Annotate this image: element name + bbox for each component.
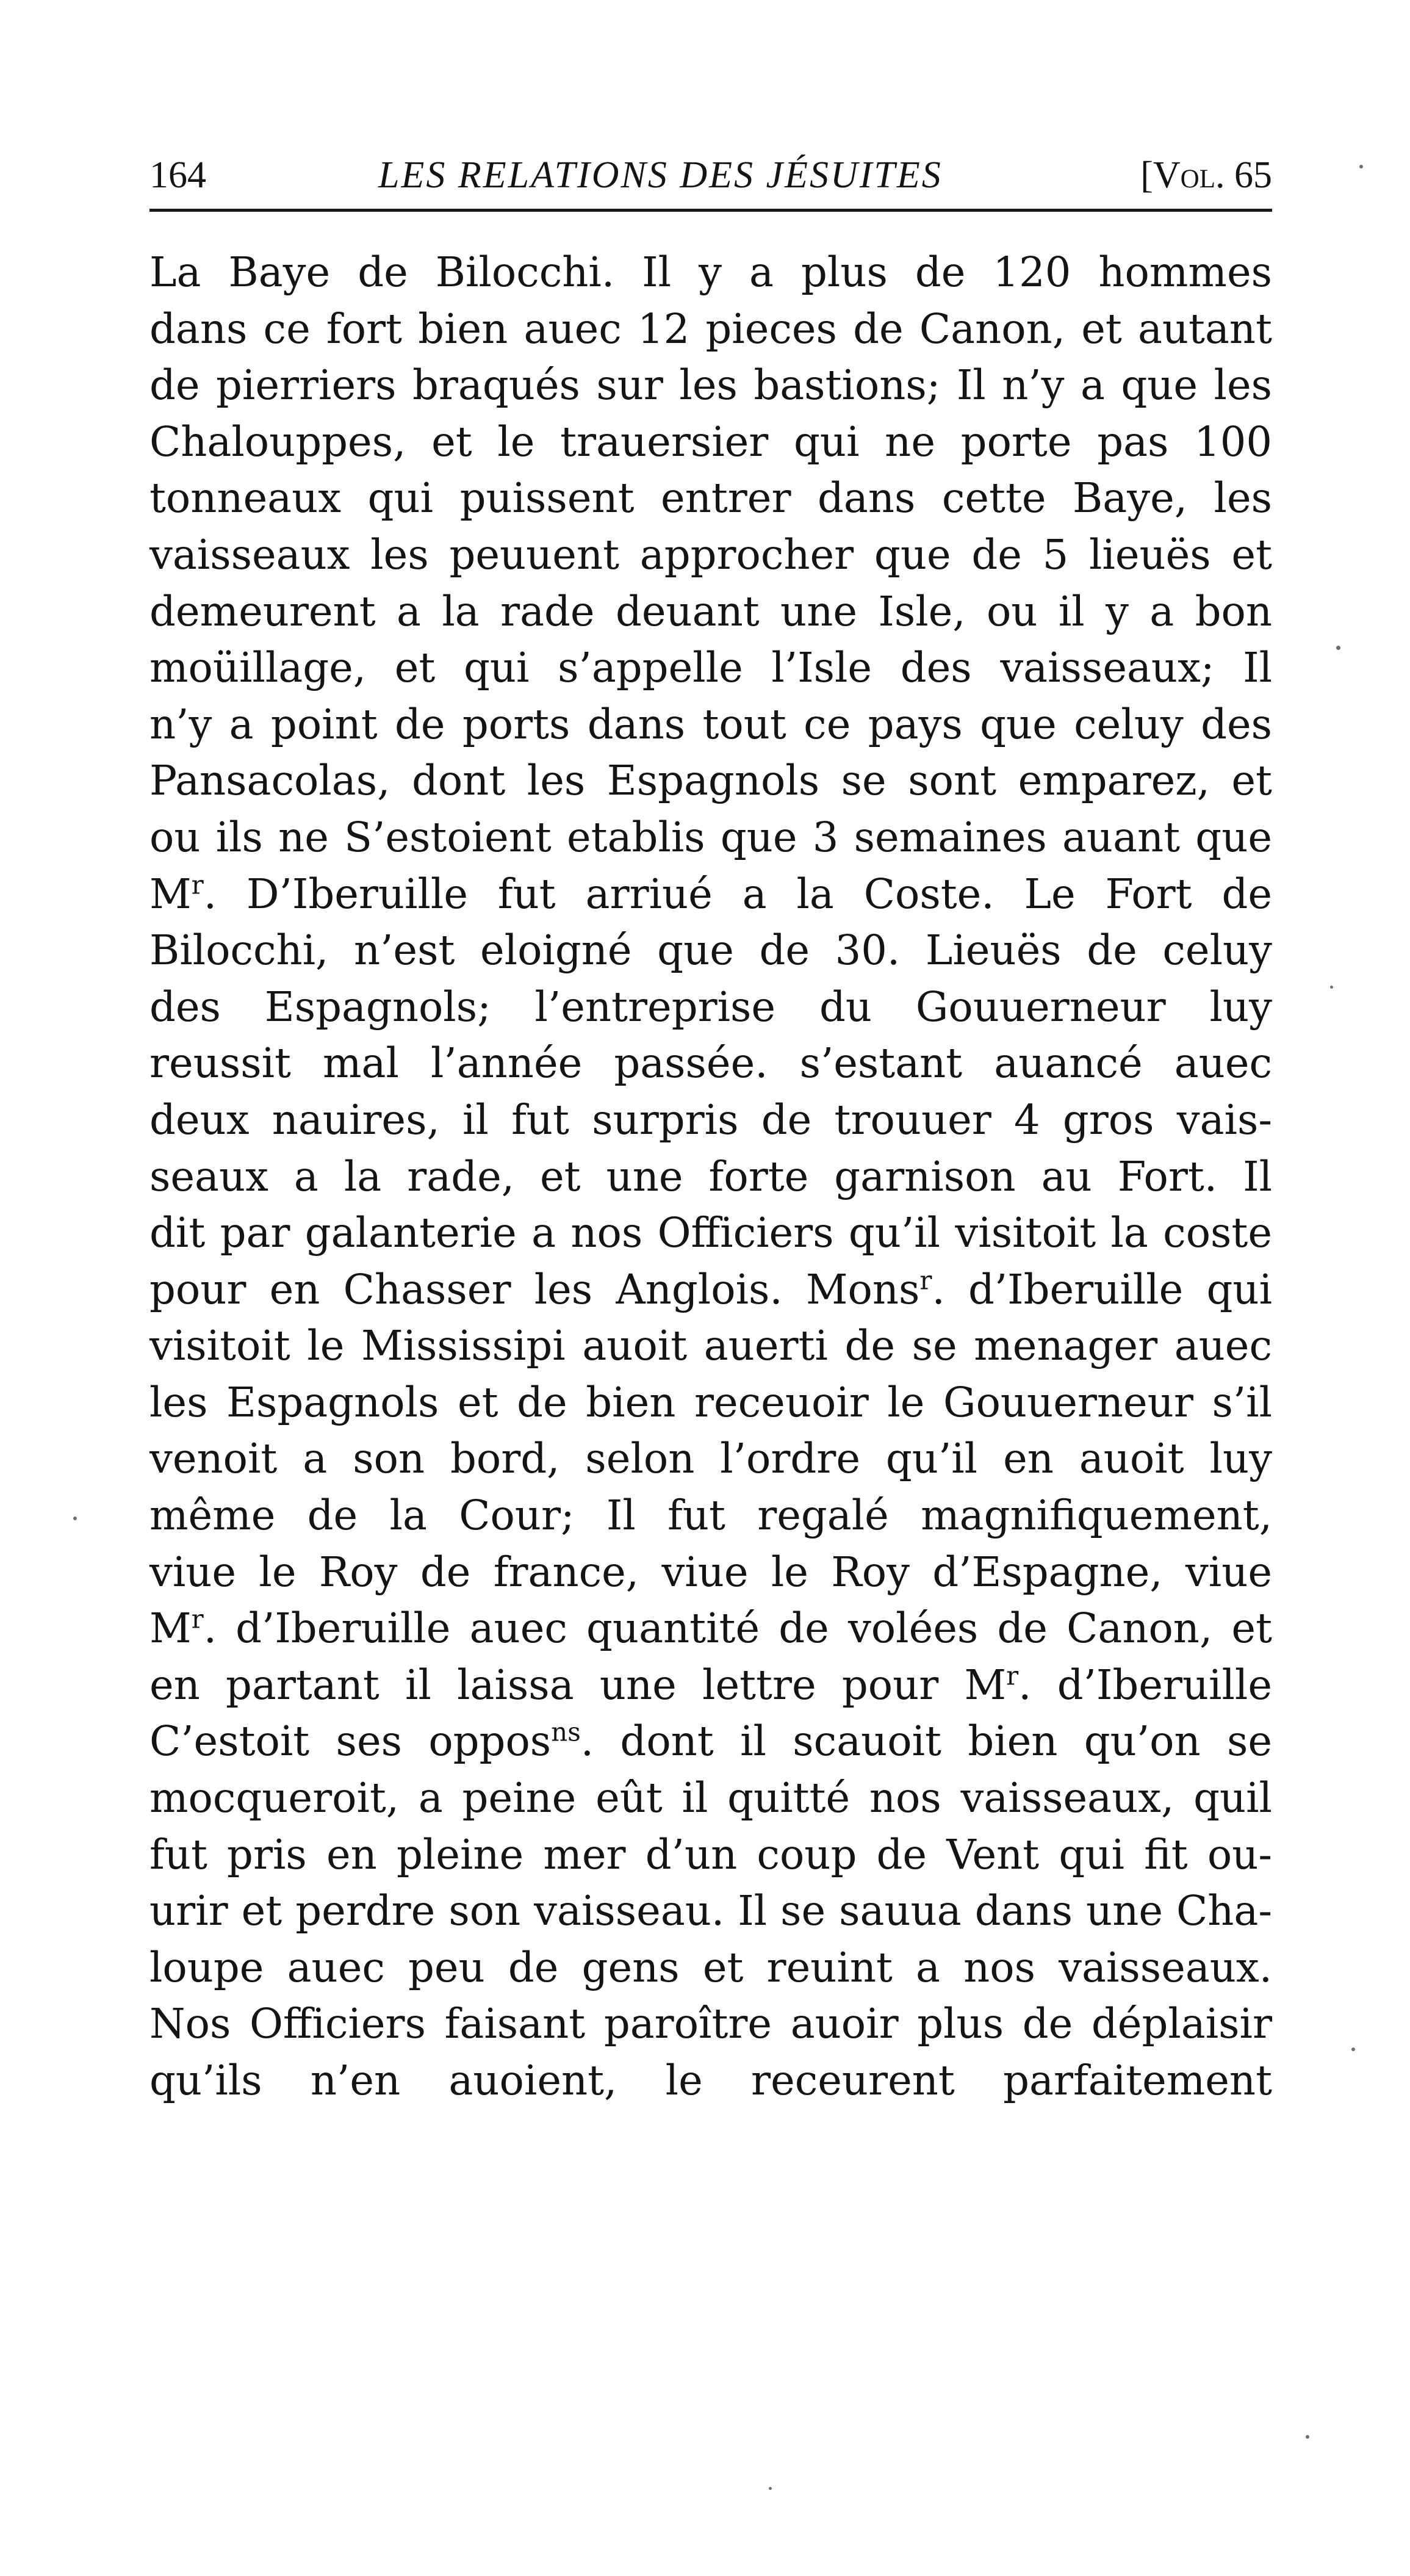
text-line: viue le Roy de france, viue le Roy d’Espagne, viue xyxy=(149,1548,1272,1596)
text-line: Chalouppes, et le trauersier qui ne porte pas 100 xyxy=(149,417,1272,466)
text-line: loupe auec peu de gens et reuint a nos vaisseaux. xyxy=(149,1943,1272,1991)
volume-bracket: [ xyxy=(1140,154,1153,196)
text-segment: . d’Iberuille qui xyxy=(932,1265,1272,1313)
text-line xyxy=(149,1600,1272,1657)
text-line: venoit a son bord, selon l’ordre qu’il en auoit luy xyxy=(149,1435,1272,1483)
text-line: ou ils ne S’estoient etablis que 3 semaines auant que xyxy=(149,813,1272,861)
text-line: Bilocchi, n’est eloigné que de 30. Lieuës de celuy xyxy=(149,926,1272,975)
scan-speck xyxy=(769,2487,772,2490)
scan-speck xyxy=(1330,986,1333,989)
superscript-abbreviation: ns xyxy=(551,1717,581,1748)
volume-number: 65 xyxy=(1234,154,1272,196)
superscript-abbreviation: r xyxy=(919,1265,932,1296)
superscript-abbreviation: r xyxy=(1006,1661,1019,1691)
page-number: 164 xyxy=(149,154,206,196)
text-segment: M xyxy=(149,870,192,918)
header-rule xyxy=(149,209,1272,212)
scan-speck xyxy=(1336,646,1340,650)
text-segment: . d’Iberuille auec quantité de volées de Canon, et xyxy=(203,1604,1272,1653)
text-segment: C’estoit ses oppos xyxy=(149,1717,552,1766)
text-line: urir et perdre son vaisseau. Il se sauua dans une Cha- xyxy=(149,1887,1272,1935)
text-segment: pour en Chasser les Anglois. Mons xyxy=(149,1265,920,1313)
text-line xyxy=(149,1713,1272,1770)
text-line: tonneaux qui puissent entrer dans cette Baye, les xyxy=(149,474,1272,522)
superscript-abbreviation: r xyxy=(191,1604,204,1634)
text-line: seaux a la rade, et une forte garnison au Fort. Il xyxy=(149,1152,1272,1200)
volume-reference xyxy=(1140,154,1272,197)
text-line xyxy=(149,866,1272,923)
text-line: des Espagnols; l’entreprise du Gouuerneur luy xyxy=(149,983,1272,1031)
text-line: qu’ils n’en auoient, le receurent parfaitement xyxy=(149,2057,1272,2104)
text-line: La Baye de Bilocchi. Il y a plus de 120 hommes xyxy=(149,248,1272,296)
text-line: n’y a point de ports dans tout ce pays que celuy des xyxy=(149,700,1272,748)
text-line: les Espagnols et de bien receuoir le Gouuerneur s’il xyxy=(149,1378,1272,1426)
text-segment: en partant il laissa une lettre pour M xyxy=(149,1661,1007,1709)
volume-label: Vol. xyxy=(1153,154,1225,196)
scan-speck xyxy=(73,1517,77,1520)
text-segment: M xyxy=(149,1604,192,1653)
text-segment: . dont il scauoit bien qu’on se xyxy=(580,1717,1272,1766)
text-line: moüillage, et qui s’appelle l’Isle des vaisseaux; Il xyxy=(149,644,1272,692)
running-header xyxy=(149,154,1272,197)
text-line xyxy=(149,1657,1272,1714)
text-line: même de la Cour; Il fut regalé magnifiquement, xyxy=(149,1492,1272,1540)
text-line: reussit mal l’année passée. s’estant auancé auec xyxy=(149,1039,1272,1088)
text-line: deux nauires, il fut surpris de trouuer 4 gros vais- xyxy=(149,1095,1272,1144)
text-line: de pierriers braqués sur les bastions; Il n’y a que les xyxy=(149,361,1272,409)
text-segment: . d’Iberuille xyxy=(1018,1661,1272,1709)
text-line: dans ce fort bien auec 12 pieces de Canon, et autant xyxy=(149,305,1272,353)
scan-speck xyxy=(1359,165,1363,168)
running-title: LES RELATIONS DES JÉSUITES xyxy=(378,154,943,196)
text-line: fut pris en pleine mer d’un coup de Vent qui fit ou- xyxy=(149,1830,1272,1878)
text-segment: . D’Iberuille fut arriué a la Coste. Le Fort de xyxy=(203,870,1272,918)
text-line: mocqueroit, a peine eût il quitté nos vaisseaux, quil xyxy=(149,1774,1272,1822)
text-line: Nos Officiers faisant paroître auoir plus de déplaisir xyxy=(149,2000,1272,2048)
text-line: dit par galanterie a nos Officiers qu’il visitoit la coste xyxy=(149,1209,1272,1257)
scan-speck xyxy=(1306,2435,1309,2439)
text-line: visitoit le Mississipi auoit auerti de se menager auec xyxy=(149,1322,1272,1370)
text-line: Pansacolas, dont les Espagnols se sont emparez, et xyxy=(149,757,1272,805)
superscript-abbreviation: r xyxy=(191,870,204,900)
text-line: vaisseaux les peuuent approcher que de 5 lieuës et xyxy=(149,530,1272,579)
body-text xyxy=(149,244,1272,2109)
scan-speck xyxy=(1351,2047,1355,2051)
text-line: demeurent a la rade deuant une Isle, ou il y a bon xyxy=(149,587,1272,635)
text-line xyxy=(149,1261,1272,1318)
